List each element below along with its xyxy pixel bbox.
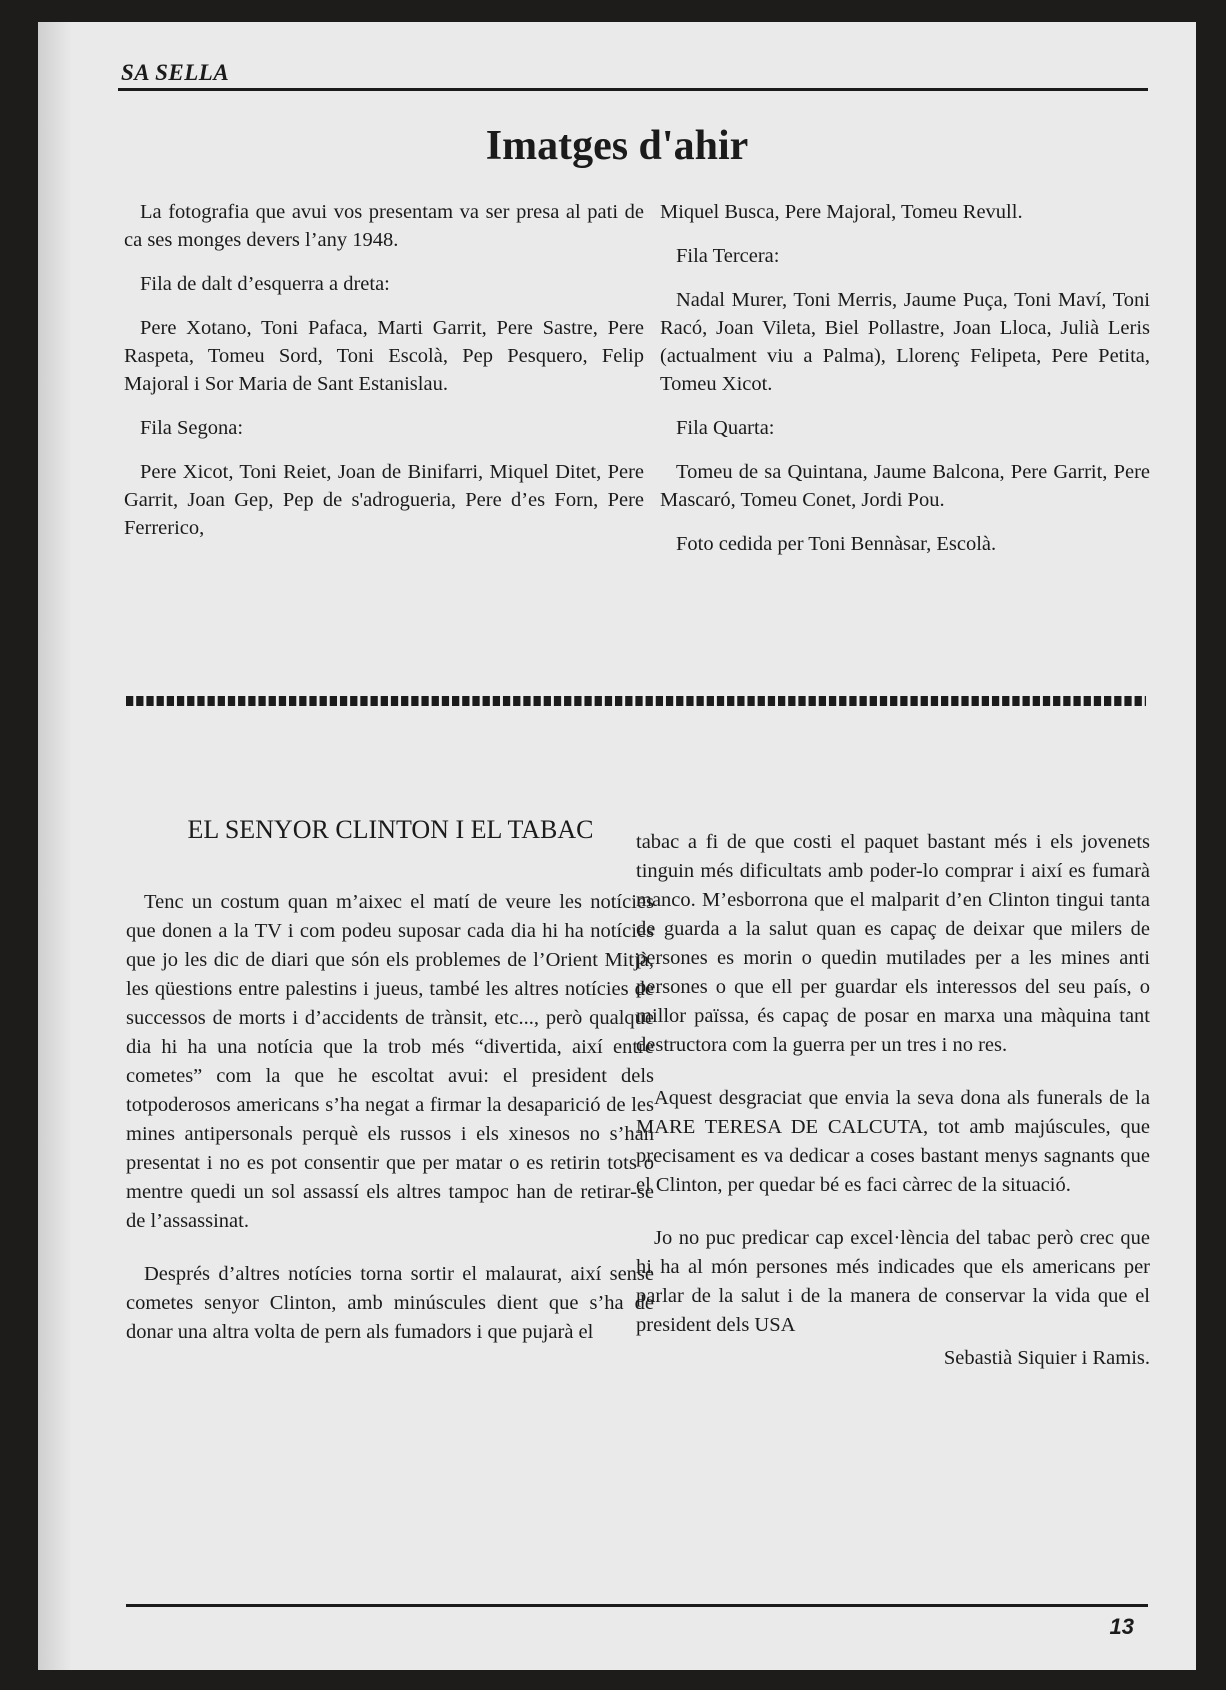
article-title-imatges: Imatges d'ahir — [485, 123, 749, 169]
article-title-clinton: EL SENYOR CLINTON I EL TABAC — [187, 815, 594, 844]
photo-credit: Foto cedida per Toni Bennàsar, Escolà. — [676, 533, 997, 555]
row1-names: Pere Xotano, Toni Pafaca, Marti Garrit, Pere Sastre, Pere Raspeta, Tomeu Sord, Toni Escolà, Pep Pesquero, Felip Majoral i Sor Maria de Sant Estanislau. — [124, 317, 644, 395]
article2-paragraph-5: Jo no puc predicar cap excel·lència del tabac però crec que hi ha al món persones més indicades que els americans per parlar de la salut i de la manera de conservar la vida que el president dels USA — [636, 1227, 1150, 1336]
dotted-separator — [126, 696, 1146, 708]
row1-label: Fila de dalt d’esquerra a dreta: — [140, 273, 390, 295]
article2-paragraph-3: tabac a fi de que costi el paquet bastant més i els jovenets tinguin més dificultats amb poder-lo comprar i així es fumarà manco. M’esborrona que el malparit d’en Clinton tingui tanta de guarda a la salut quan es capaç de deixar que milers de persones es morin o quedin mutilades per a les mines anti persones o que ell per guardar els interessos del seu país, o millor païssa, és capaç de posar en marxa una màquina tant destructora com la guerra per un tres i no res. — [636, 831, 1150, 1056]
page-gutter-shadow — [38, 22, 72, 1670]
row2-label: Fila Segona: — [140, 417, 244, 439]
row2-names: Pere Xicot, Toni Reiet, Joan de Binifarri, Miquel Ditet, Pere Garrit, Joan Gep, Pep de s'adrogueria, Pere d’es Forn, Pere Ferrerico, — [124, 461, 644, 539]
row4-names: Tomeu de sa Quintana, Jaume Balcona, Pere Garrit, Pere Mascaró, Tomeu Conet, Jordi Pou. — [660, 461, 1150, 511]
author-signature: Sebastià Siquier i Ramis. — [943, 1347, 1150, 1369]
page-number: 13 — [1109, 1614, 1134, 1639]
row2-names-cont: Miquel Busca, Pere Majoral, Tomeu Revull. — [660, 201, 1023, 223]
article2-left-column — [126, 888, 654, 1371]
row4-label: Fila Quarta: — [676, 417, 775, 439]
publication-title: SA SELLA — [121, 60, 230, 85]
article1-intro: La fotografia que avui vos presentam va ser presa al pati de ca ses monges devers l’any 1948. — [124, 201, 644, 251]
article2-paragraph-1: Tenc un costum quan m’aixec el matí de veure les notícies que donen a la TV i com podeu suposar cada dia hi ha notícies que jo les dic de diari que són els problemes de l’Orient Mitjà, les qüestions entre palestins i jueus, també les altres notícies de successos de morts i d’accidents de trànsit, etc..., però qualque dia hi ha una notícia que la trob més “divertida, així entre cometes” com la que he escoltat avui: el president dels totpoderosos americans s’ha negat a firmar la desaparició de les mines antipersonals perquè els russos i els xinesos no s’han presentat i no es pot consentir que per matar o es retirin tots o mentre quedi un sol assassí els altres tampoc han de retirar-se de l’assassinat. — [126, 891, 654, 1232]
article2-right-column — [636, 828, 1150, 1373]
article2-paragraph-4: Aquest desgraciat que envia la seva dona als funerals de la MARE TERESA DE CALCUTA, tot amb majúscules, que precisament es va dedicar a coses bastant menys sagnants que el Clinton, per quedar bé es faci càrrec de la situació. — [636, 1087, 1150, 1196]
article1-right-column — [660, 198, 1150, 574]
row3-label: Fila Tercera: — [676, 245, 780, 267]
footer-divider — [126, 1604, 1148, 1607]
article2-paragraph-2: Després d’altres notícies torna sortir el malaurat, així sense cometes senyor Clinton, amb minúscules dient que s’ha de donar una altra volta de pern als fumadors i que pujarà el — [126, 1263, 654, 1343]
magazine-page — [38, 22, 1196, 1670]
header-divider — [118, 88, 1148, 91]
row3-names: Nadal Murer, Toni Merris, Jaume Puça, Toni Maví, Toni Racó, Joan Vileta, Biel Pollastre, Joan Lloca, Julià Leris (actualment viu a Palma), Llorenç Felipeta, Pere Petita, Tomeu Xicot. — [660, 289, 1150, 395]
article1-left-column — [124, 198, 644, 558]
